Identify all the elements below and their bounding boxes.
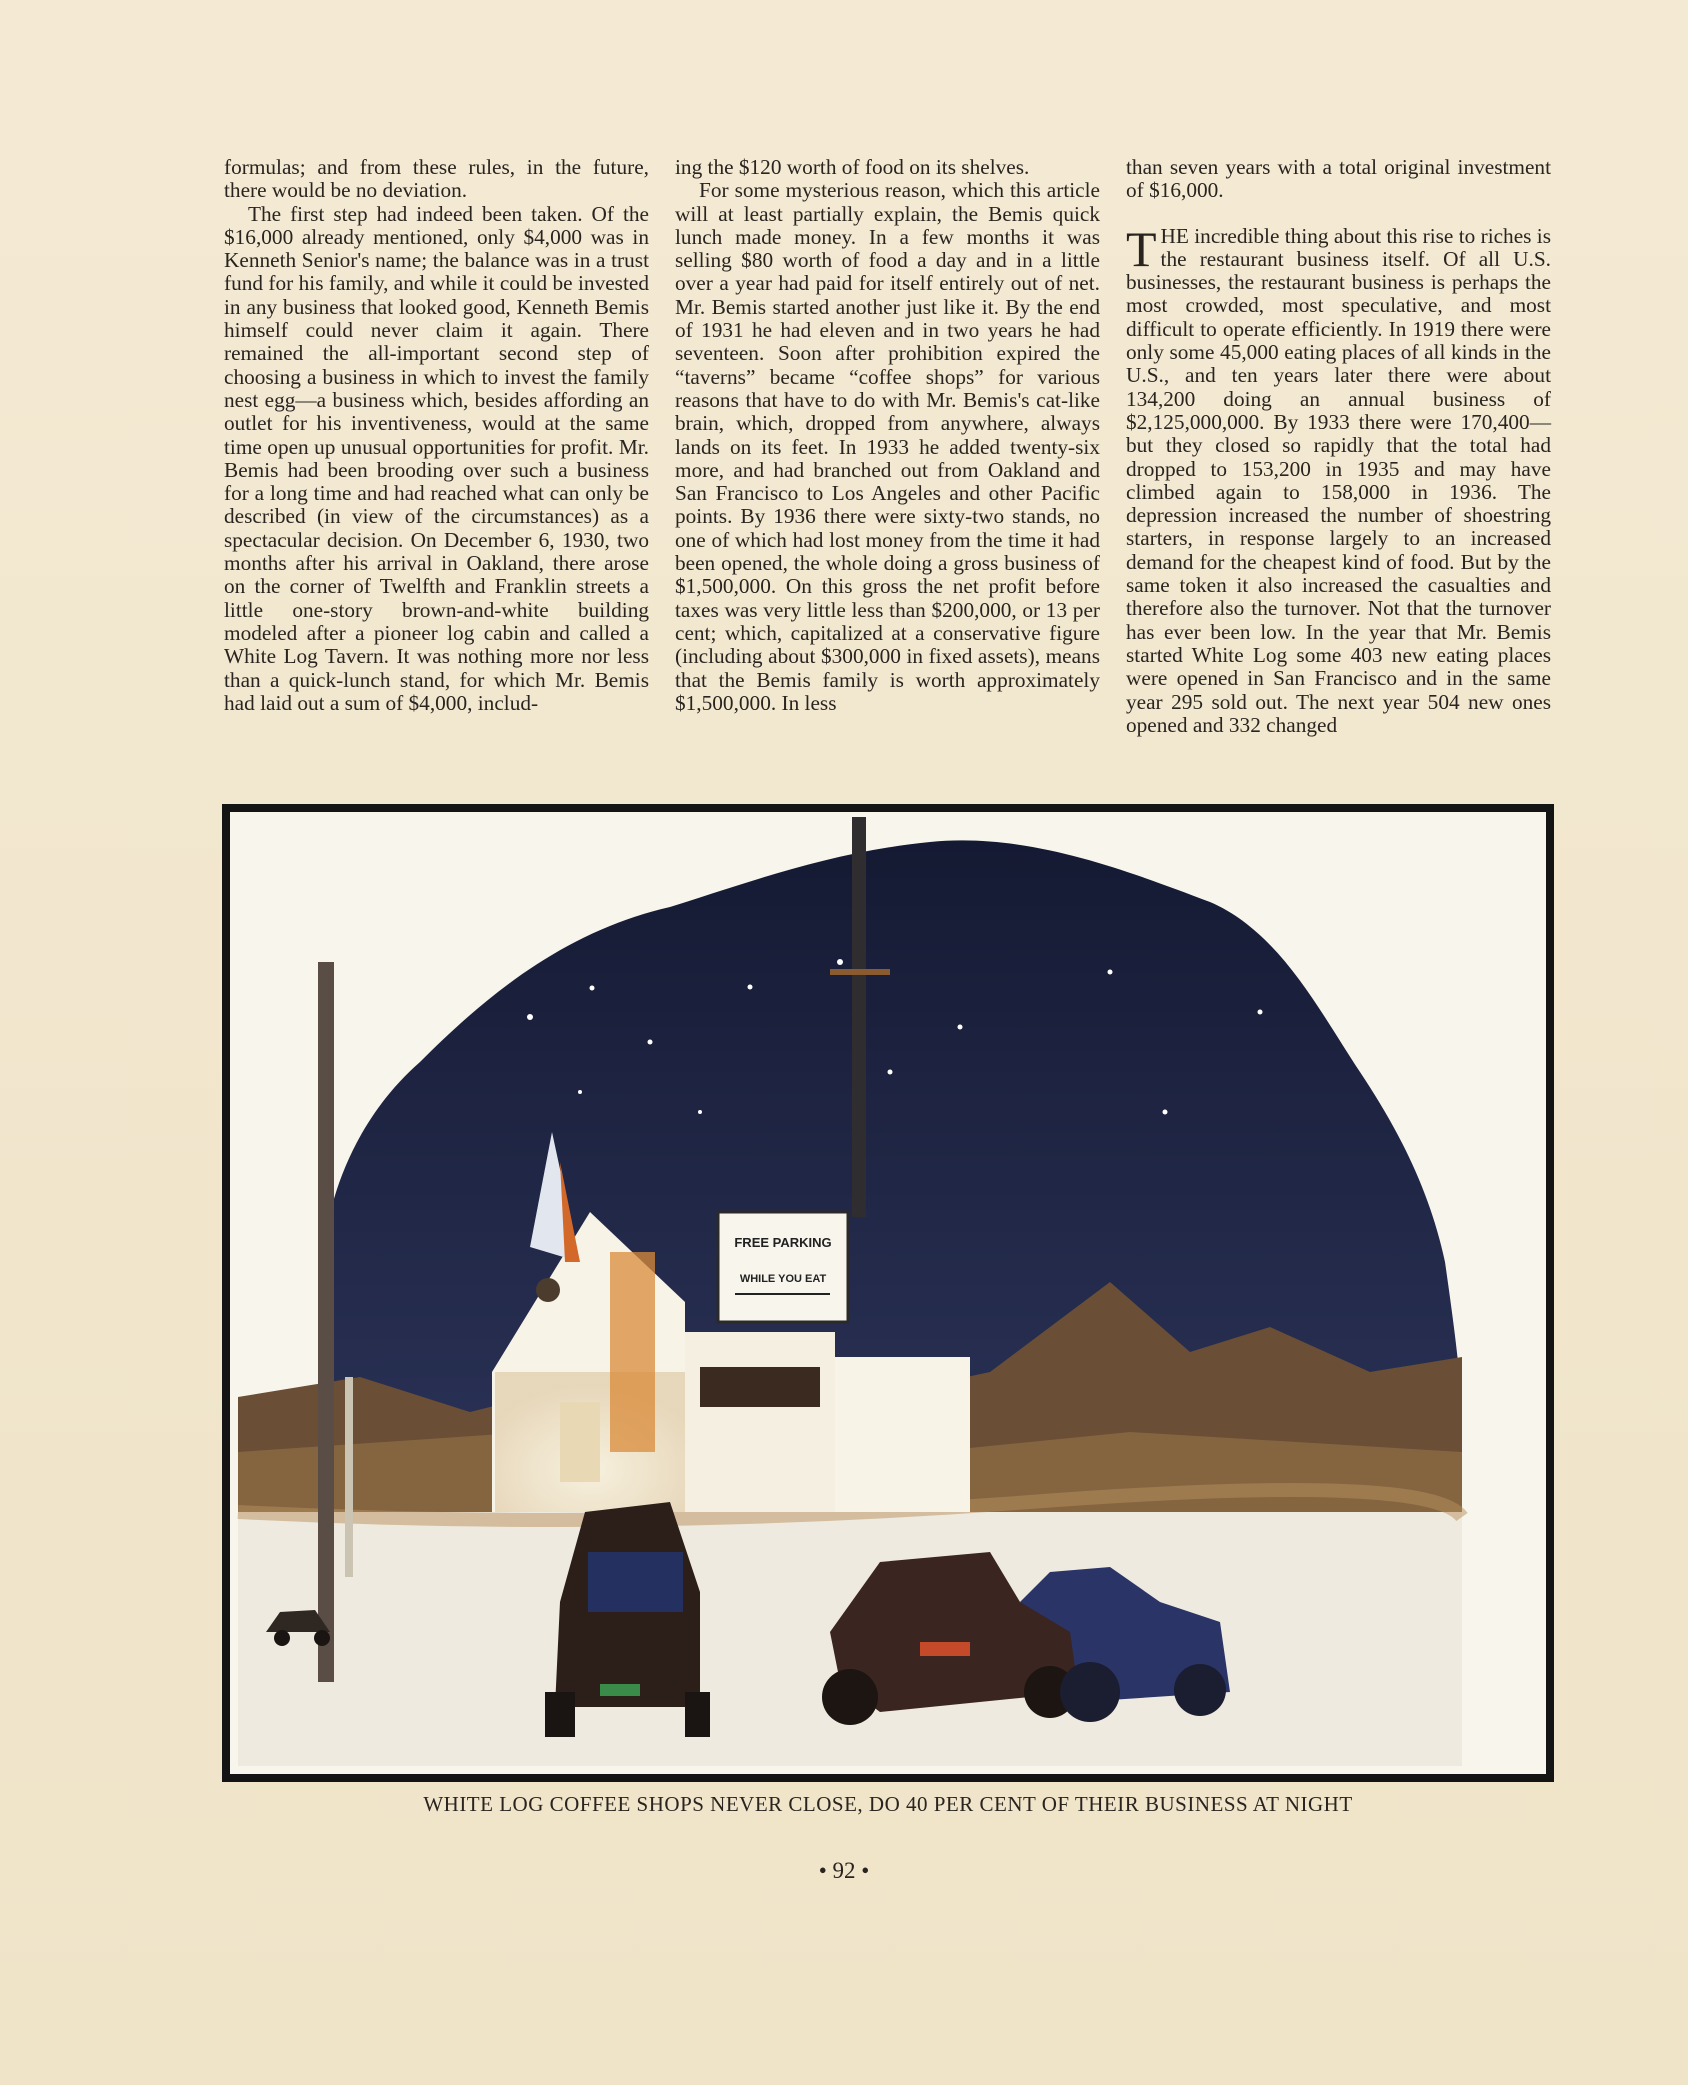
drop-cap: T (1126, 220, 1157, 277)
text-column-2 (675, 156, 1100, 715)
center-utility-pole (852, 817, 866, 1217)
paragraph: The first step had indeed been taken. Of the $16,000 already mentioned, only $4,000 was in Kenneth Senior's name; the balance was in a trust fund for his family, and while it could be invested in any business that looked good, Kenneth Bemis himself could never claim it again. There remained the all-important second step of choosing a business in which to invest the family nest egg—a business which, besides affording an outlet for his inventiveness, would at the same time open up unusual opportunities for profit. Mr. Bemis had been brooding over such a business for a long time and had reached what can only be described (in view of the circumstances) as a spectacular decision. On December 6, 1930, two months after his arrival in Oakland, there arose on the corner of Twelfth and Franklin streets a little one-story brown-and-white building modeled after a pioneer log cabin and called a White Log Tavern. It was nothing more nor less than a quick-lunch stand, for which Mr. Bemis had laid out a sum of $4,000, includ- (224, 201, 649, 715)
page-number: • 92 • (818, 1858, 870, 1883)
illustration-frame (222, 804, 1554, 1782)
left-utility-pole (318, 962, 334, 1682)
paragraph-with-dropcap (1126, 220, 1551, 738)
paragraph: ing the $120 worth of food on its shelves. (675, 155, 1030, 179)
paragraph-text: HE incredible thing about this rise to riches is the restaurant business itself. Of all U.S. businesses, the restaurant business is perhaps the most crowded, most speculative, and most difficult to operate efficiently. In 1919 there were only some 45,000 eating places of all kinds in the U.S., and ten years later there were about 134,200 doing an annual business of $2,125,000,000. By 1933 there were 170,400—but they closed so rapidly that the total had dropped to 153,200 in 1935 and may have climbed again to 158,000 in 1936. The depression increased the number of shoestring starters, in response largely to an increased demand for the cheapest kind of food. But by the same token it also increased the casualties and therefore also the turnover. Not that the turnover has ever been low. In the year that Mr. Bemis started White Log some 403 new eating places were opened in San Francisco and in the same year 295 sold out. The next year 504 new ones opened and 332 changed (1126, 223, 1551, 737)
text-column-3 (1126, 156, 1551, 737)
free-parking-sign (718, 1212, 848, 1322)
text-column-1 (224, 156, 649, 715)
night-diner-painting (230, 812, 1546, 1774)
illustration (230, 812, 1546, 1774)
article-text (224, 156, 1552, 766)
sign-bottom-text: WHILE YOU EAT (739, 1273, 827, 1285)
sign-top-text: FREE PARKING (734, 1235, 832, 1250)
paragraph: formulas; and from these rules, in the future, there would be no deviation. (224, 155, 649, 203)
figure-caption: WHITE LOG COFFEE SHOPS NEVER CLOSE, DO 40 PER CENT OF THEIR BUSINESS AT NIGHT (423, 1792, 1353, 1816)
paragraph: than seven years with a total original investment of $16,000. (1126, 155, 1551, 203)
paragraph: For some mysterious reason, which this article will at least partially explain, the Bemis quick lunch made money. In a few months it was selling $80 worth of food a day and in a little over a year had paid for itself entirely out of net. Mr. Bemis started another just like it. By the end of 1931 he had eleven and in two years he had seventeen. Soon after prohibition expired the “taverns” became “coffee shops” for various reasons that have to do with Mr. Bemis's cat-like brain, which, dropped from anywhere, always lands on its feet. In 1933 he added twenty-six more, and had branched out from Oakland and San Francisco to Los Angeles and other Pacific points. By 1936 there were sixty-two stands, no one of which had lost money from the time it had been opened, the whole doing a gross business of $1,500,000. On this gross the net profit before taxes was very little less than $200,000, or 13 per cent; which, capitalized at a conservative figure (including about $300,000 in fixed assets), means that the Bemis family is worth approximately $1,500,000. In less (675, 178, 1100, 715)
